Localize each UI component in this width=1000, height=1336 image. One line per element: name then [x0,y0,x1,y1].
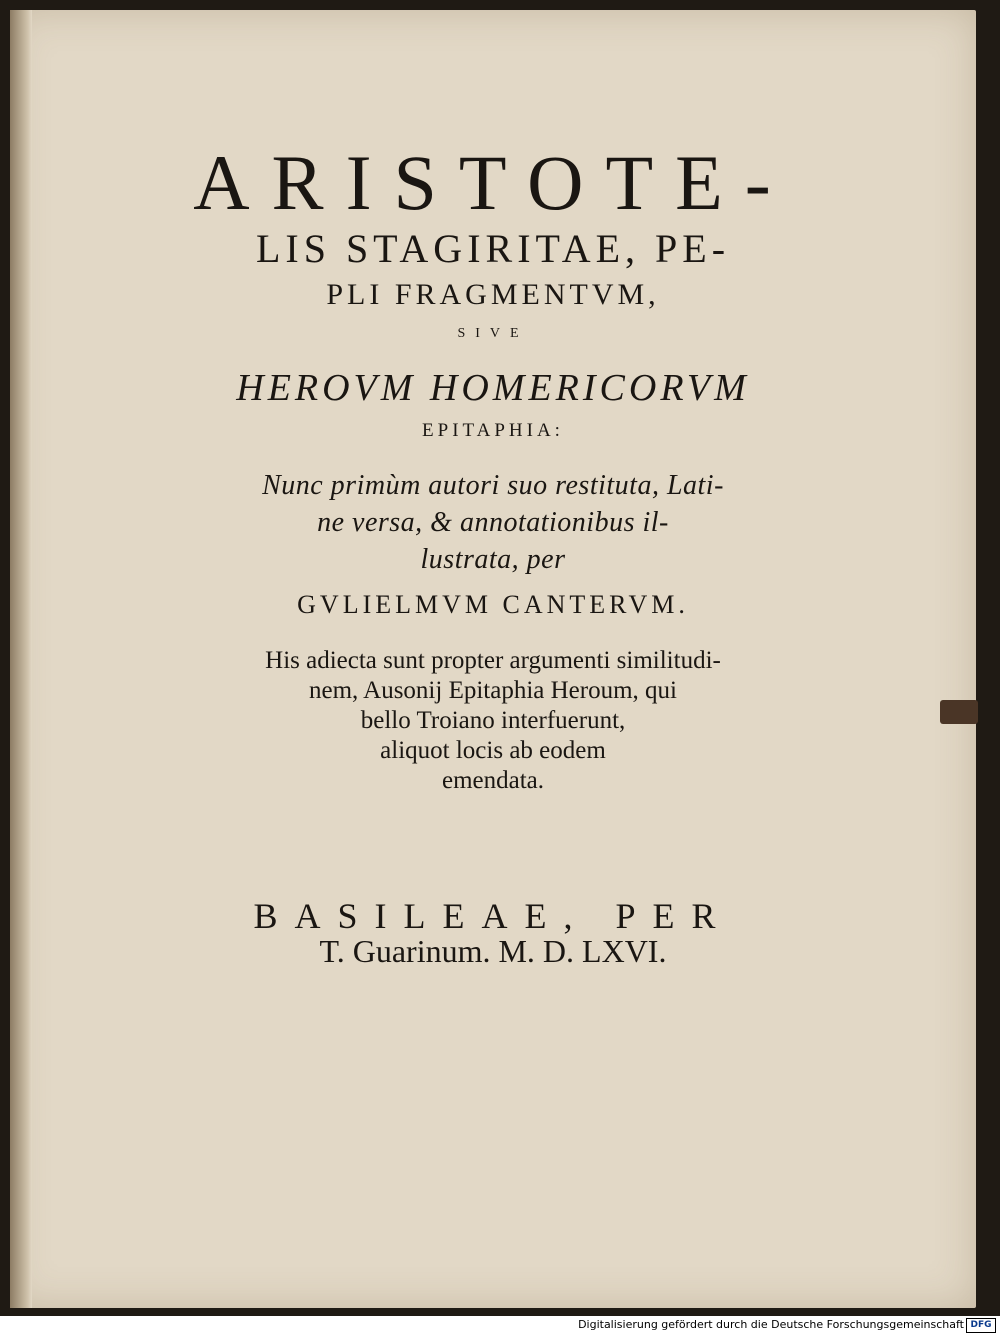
title-page [10,10,976,1308]
funding-credit: Digitalisierung gefördert durch die Deutsche Forschungsgemeinschaft [578,1318,964,1331]
roman-line-1: His adiecta sunt propter argumenti similitudi- [265,647,721,674]
imprint-printer: T. Guarinum. M. D. LXVI. [319,933,667,969]
roman-line-3: bello Troiano interfuerunt, [360,707,626,734]
roman-line-2: nem, Ausonij Epitaphia Heroum, qui [308,677,677,704]
title-line-3: PLI FRAGMENTVM, [326,278,660,311]
heroum-line: HEROVM HOMERICORVM [236,367,750,409]
italic-line-2: ne versa, & annotationibus il- [317,507,669,538]
title-line-1: ARISTOTE- [193,139,793,226]
imprint-place: BASILEAE, PER [253,896,733,936]
sive-line: SIVE [457,326,529,341]
italic-line-1: Nunc primùm autori suo restituta, Lati- [262,470,724,501]
title-line-2: LIS STAGIRITAE, PE- [255,226,731,271]
italic-line-3: lustrata, per [420,544,566,575]
dfg-logo: DFG [966,1318,996,1333]
epitaphia-line: EPITAPHIA: [422,420,564,441]
roman-line-5: emendata. [441,767,545,794]
roman-line-4: aliquot locis ab eodem [380,737,606,764]
author-line: GVLIELMVM CANTERVM. [297,590,689,619]
